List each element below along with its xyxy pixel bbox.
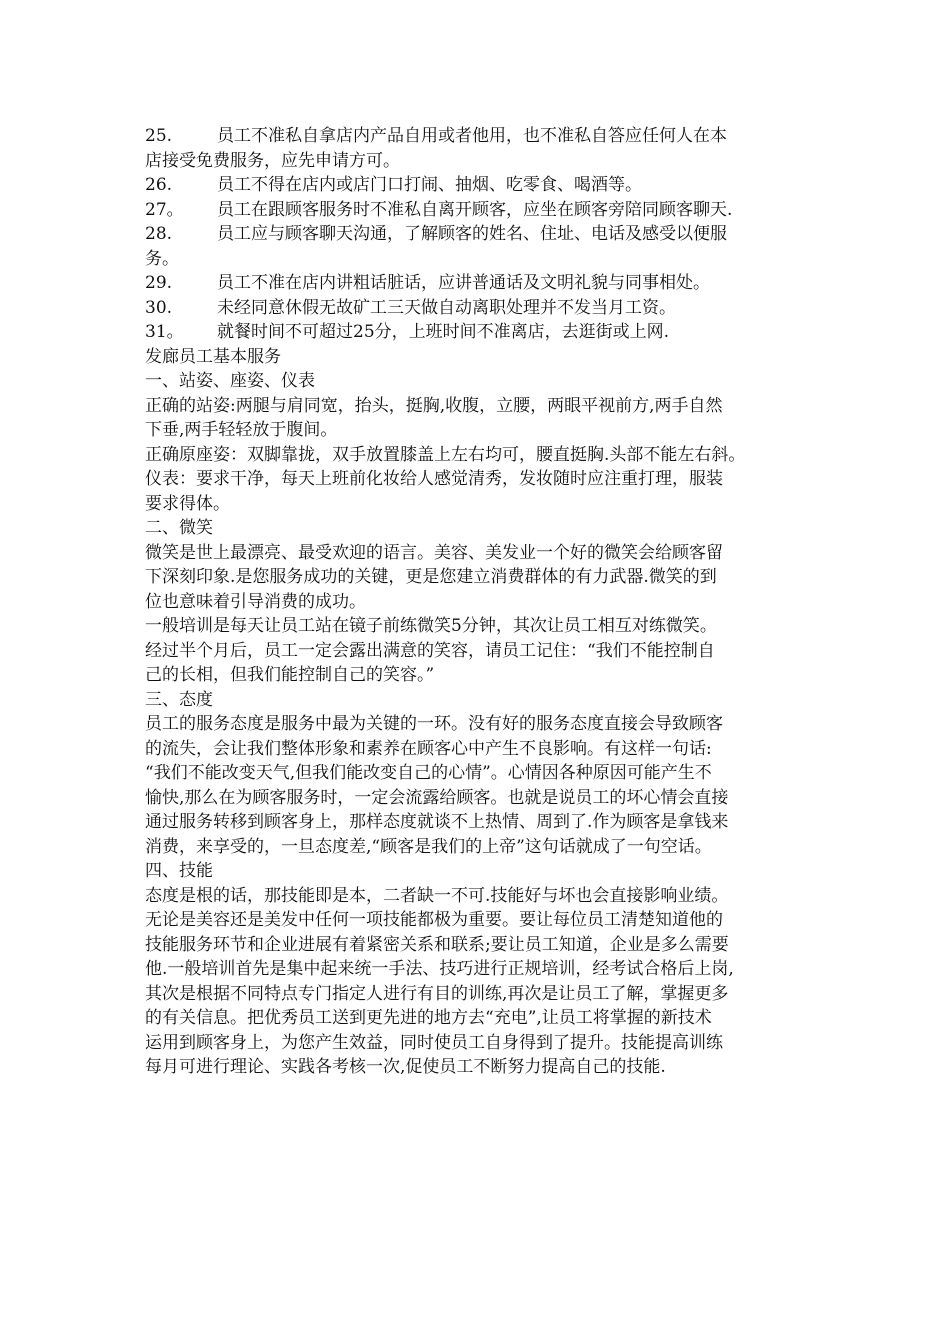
rule-number: 31。 bbox=[145, 322, 184, 342]
rule-text: 未经同意休假无故矿工三天做自动离职处理并不发当月工资。 bbox=[217, 297, 676, 318]
paragraph-line: 正确原座姿：双脚靠拢，双手放置膝盖上左右均可，腰直挺胸.头部不能左右斜。 bbox=[145, 444, 746, 465]
rule-item bbox=[145, 124, 835, 173]
rule-item bbox=[145, 296, 835, 321]
document-page bbox=[145, 124, 835, 1080]
paragraph-line: 要求得体。 bbox=[145, 493, 230, 514]
rule-continuation: 店接受免费服务，应先申请方可。 bbox=[145, 150, 400, 171]
paragraph-line: 的流失，会让我们整体形象和素养在顾客心中产生不良影响。有这样一句话: bbox=[145, 738, 712, 759]
paragraph-line: 下垂,两手轻轻放于腹间。 bbox=[145, 420, 338, 440]
section-heading-attitude: 三、态度 bbox=[145, 689, 213, 710]
paragraph-line: 位也意味着引导消费的成功。 bbox=[145, 591, 366, 612]
rule-number: 27。 bbox=[145, 199, 184, 220]
rule-number: 28. bbox=[145, 224, 173, 244]
paragraph-line: 运用到顾客身上，为您产生效益，同时使员工自身得到了提升。技能提高训练 bbox=[145, 1032, 723, 1053]
rule-number: 25. bbox=[145, 126, 173, 146]
paragraph-line: 下深刻印象.是您服务成功的关键，更是您建立消费群体的有力武器.微笑的到 bbox=[145, 567, 717, 587]
rule-text: 员工不准私自拿店内产品自用或者他用，也不准私自答应任何人在本 bbox=[217, 126, 727, 146]
rule-text: 员工不准在店内讲粗话脏话，应讲普通话及文明礼貌与同事相处。 bbox=[217, 273, 710, 293]
rule-item bbox=[145, 271, 835, 296]
paragraph-line: 他.一般培训首先是集中起来统一手法、技巧进行正规培训，经考试合格后上岗, bbox=[145, 959, 734, 979]
paragraph-line: 其次是根据不同特点专门指定人进行有目的训练,再次是让员工了解，掌握更多 bbox=[145, 983, 729, 1004]
rule-text: 就餐时间不可超过25分，上班时间不准离店，去逛街或上网. bbox=[217, 322, 670, 342]
paragraph-line: “我们不能改变天气,但我们能改变自己的心情”。心情因各种原因可能产生不 bbox=[145, 763, 712, 783]
section-heading-skills: 四、技能 bbox=[145, 861, 213, 881]
rule-line bbox=[145, 222, 835, 247]
paragraph-line: 通过服务转移到顾客身上，那样态度就谈不上热情、周到了.作为顾客是拿钱来 bbox=[145, 812, 729, 832]
paragraph-line: 员工的服务态度是服务中最为关键的一环。没有好的服务态度直接会导致顾客 bbox=[145, 714, 723, 734]
rule-item bbox=[145, 320, 835, 345]
rule-item bbox=[145, 173, 835, 198]
rule-text: 员工应与顾客聊天沟通，了解顾客的姓名、住址、电话及感受以便服 bbox=[217, 224, 727, 244]
paragraph-line: 技能服务环节和企业进展有着紧密关系和联系;要让员工知道，企业是多么需要 bbox=[145, 934, 729, 955]
rule-number: 29. bbox=[145, 273, 173, 293]
rule-line bbox=[145, 173, 835, 198]
rule-line bbox=[145, 320, 835, 345]
paragraph-line: 消费，来享受的，一旦态度差,“顾客是我们的上帝”这句话就成了一句空话。 bbox=[145, 836, 712, 857]
paragraph-line: 一般培训是每天让员工站在镜子前练微笑5分钟，其次让员工相互对练微笑。 bbox=[145, 616, 717, 636]
paragraph-line: 微笑是世上最漂亮、最受欢迎的语言。美容、美发业一个好的微笑会给顾客留 bbox=[145, 542, 723, 563]
rule-line bbox=[145, 198, 835, 223]
rule-line bbox=[145, 271, 835, 296]
paragraph-line: 每月可进行理论、实践各考核一次,促使员工不断努力提高自己的技能. bbox=[145, 1057, 666, 1077]
paragraph-line: 正确的站姿:两腿与肩同宽，抬头，挺胸,收腹，立腰，两眼平视前方,两手自然 bbox=[145, 395, 723, 416]
section-heading-posture: 一、站姿、座姿、仪表 bbox=[145, 371, 315, 391]
paragraph-line: 的有关信息。把优秀员工送到更先进的地方去“充电”,让员工将掌握的新技术 bbox=[145, 1008, 712, 1028]
rule-line bbox=[145, 124, 835, 149]
rule-text: 员工在跟顾客服务时不准私自离开顾客，应坐在顾客旁陪同顾客聊天. bbox=[217, 199, 733, 220]
rule-continuation: 务。 bbox=[145, 248, 179, 269]
section-heading-smile: 二、微笑 bbox=[145, 518, 213, 538]
rule-number: 26. bbox=[145, 175, 173, 195]
rule-line bbox=[145, 296, 835, 321]
paragraph-line: 己的长相，但我们能控制自己的笑容。” bbox=[145, 665, 435, 685]
paragraph-line: 经过半个月后，员工一定会露出满意的笑容，请员工记住：“我们不能控制自 bbox=[145, 640, 715, 661]
paragraph-line: 态度是根的话，那技能即是本，二者缺一不可.技能好与坏也会直接影响业绩。 bbox=[145, 885, 729, 906]
paragraph-line: 无论是美容还是美发中任何一项技能都极为重要。要让每位员工清楚知道他的 bbox=[145, 910, 723, 930]
section-title: 发廊员工基本服务 bbox=[145, 346, 281, 367]
paragraph-line: 愉快,那么在为顾客服务时，一定会流露给顾客。也就是说员工的坏心情会直接 bbox=[145, 787, 729, 808]
rule-item bbox=[145, 198, 835, 223]
rule-number: 30. bbox=[145, 297, 173, 318]
paragraph-line: 仪表：要求干净，每天上班前化妆给人感觉清秀，发妆随时应注重打理，服装 bbox=[145, 469, 723, 489]
rule-text: 员工不得在店内或店门口打闹、抽烟、吃零食、喝酒等。 bbox=[217, 175, 642, 195]
rule-item bbox=[145, 222, 835, 271]
